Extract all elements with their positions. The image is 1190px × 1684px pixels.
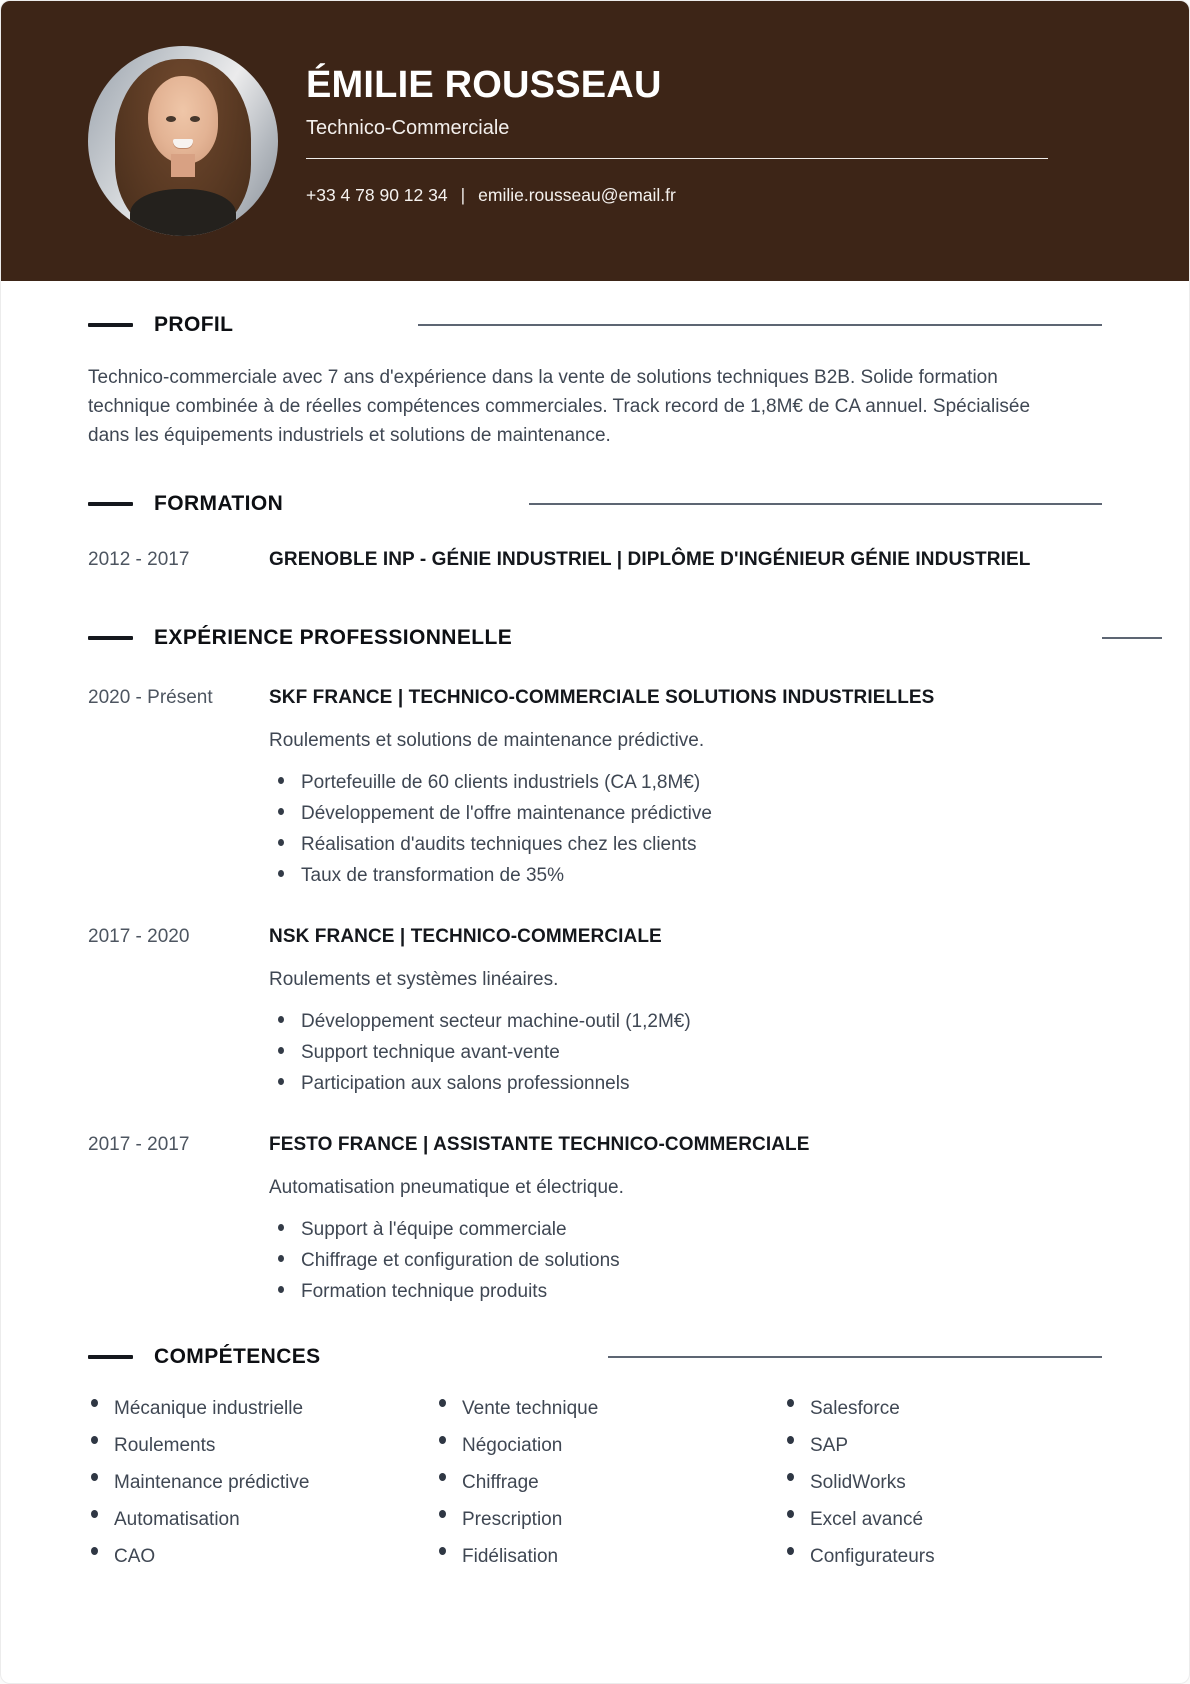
heading-dash xyxy=(88,323,133,327)
profile-photo xyxy=(88,46,278,236)
heading-dash xyxy=(88,636,133,640)
experience-title: EXPÉRIENCE PROFESSIONNELLE xyxy=(154,626,513,649)
skill-item: Prescription xyxy=(439,1508,787,1532)
job-main xyxy=(269,1133,1102,1305)
skill-item: Chiffrage xyxy=(439,1471,787,1495)
skill-item: Mécanique industrielle xyxy=(91,1397,439,1421)
job-bullet: Taux de transformation de 35% xyxy=(269,863,1102,889)
job-list xyxy=(88,686,1102,1305)
skill-item: Roulements xyxy=(91,1434,439,1458)
job-bullet: Participation aux salons professionnels xyxy=(269,1071,1102,1097)
contact-separator: | xyxy=(460,185,466,205)
job-bullet: Réalisation d'audits techniques chez les clients xyxy=(269,832,1102,858)
skill-item: Maintenance prédictive xyxy=(91,1471,439,1495)
skill-item: Automatisation xyxy=(91,1508,439,1532)
job-title: FESTO FRANCE | ASSISTANTE TECHNICO-COMMERCIALE xyxy=(269,1134,810,1155)
experience-heading xyxy=(88,626,1102,650)
skill-item: Vente technique xyxy=(439,1397,787,1421)
competences-heading xyxy=(88,1345,1102,1369)
photo-shirt xyxy=(130,189,236,237)
job-title: SKF FRANCE | TECHNICO-COMMERCIALE SOLUTIONS INDUSTRIELLES xyxy=(269,687,935,708)
job-bullet: Support à l'équipe commerciale xyxy=(269,1217,1102,1243)
job-bullet: Formation technique produits xyxy=(269,1279,1102,1305)
photo-neck xyxy=(171,154,196,177)
name-heading: ÉMILIE ROUSSEAU xyxy=(306,64,662,106)
job-title-subtitle: Technico-Commerciale xyxy=(306,117,510,139)
skill-item: Négociation xyxy=(439,1434,787,1458)
heading-rule xyxy=(1102,637,1162,639)
job-description: Roulements et solutions de maintenance prédictive. xyxy=(269,730,705,751)
email-address: emilie.rousseau@email.fr xyxy=(478,185,676,205)
skill-item: CAO xyxy=(91,1545,439,1569)
heading-rule xyxy=(608,1356,1102,1358)
job-entry xyxy=(88,1133,1102,1305)
section-experience xyxy=(88,626,1102,1305)
skill-item: Excel avancé xyxy=(787,1508,1108,1532)
section-formation xyxy=(88,492,1102,572)
job-bullet: Chiffrage et configuration de solutions xyxy=(269,1248,1102,1274)
job-bullet: Développement de l'offre maintenance prédictive xyxy=(269,801,1102,827)
formation-heading xyxy=(88,492,1102,516)
contact-info xyxy=(306,185,1048,206)
section-profil xyxy=(88,313,1102,450)
skill-item: Fidélisation xyxy=(439,1545,787,1569)
job-period: 2020 - Présent xyxy=(88,687,213,708)
job-period: 2017 - 2017 xyxy=(88,1134,190,1155)
profil-title: PROFIL xyxy=(154,313,234,336)
heading-dash xyxy=(88,502,133,506)
header-divider xyxy=(306,158,1048,159)
job-main xyxy=(269,925,1102,1097)
header xyxy=(1,1,1189,281)
section-competences xyxy=(88,1345,1102,1569)
job-entry xyxy=(88,686,1102,889)
photo-face xyxy=(148,76,218,163)
formation-entries xyxy=(88,548,1102,572)
phone-number: +33 4 78 90 12 34 xyxy=(306,185,448,205)
skills-grid xyxy=(91,1397,1102,1569)
profil-heading xyxy=(88,313,1102,337)
job-bullet-list xyxy=(269,1217,1102,1305)
formation-entry xyxy=(88,548,1102,572)
job-bullet: Support technique avant-vente xyxy=(269,1040,1102,1066)
heading-rule xyxy=(418,324,1102,326)
job-title: NSK FRANCE | TECHNICO-COMMERCIALE xyxy=(269,926,662,947)
job-main xyxy=(269,686,1102,889)
skill-item: Salesforce xyxy=(787,1397,1108,1421)
job-bullet-list xyxy=(269,1009,1102,1097)
job-bullet: Portefeuille de 60 clients industriels (CA 1,8M€) xyxy=(269,770,1102,796)
skill-item: SolidWorks xyxy=(787,1471,1108,1495)
cv-body xyxy=(1,313,1189,1569)
entry-title: GRENOBLE INP - GÉNIE INDUSTRIEL | DIPLÔME D'INGÉNIEUR GÉNIE INDUSTRIEL xyxy=(269,549,1031,570)
skill-item: Configurateurs xyxy=(787,1545,1108,1569)
skill-item: SAP xyxy=(787,1434,1108,1458)
heading-rule xyxy=(529,503,1102,505)
job-entry xyxy=(88,925,1102,1097)
entry-period: 2012 - 2017 xyxy=(88,549,190,570)
job-bullet-list xyxy=(269,770,1102,889)
job-description: Roulements et systèmes linéaires. xyxy=(269,969,559,990)
job-bullet: Développement secteur machine-outil (1,2M€) xyxy=(269,1009,1102,1035)
job-description: Automatisation pneumatique et électrique. xyxy=(269,1177,624,1198)
formation-title: FORMATION xyxy=(154,492,284,515)
heading-dash xyxy=(88,1355,133,1359)
photo-smile xyxy=(173,139,194,148)
header-text-block xyxy=(306,1,1048,281)
competences-title: COMPÉTENCES xyxy=(154,1345,321,1368)
profil-text: Technico-commerciale avec 7 ans d'expérience dans la vente de solutions techniques B2B. Solide formation technique combinée à de réelles compétences commerciales. Track record de 1,8M€ de CA annuel. Spécialisée dans les équipements industriels et solutions de maintenance. xyxy=(88,367,1031,446)
job-period: 2017 - 2020 xyxy=(88,926,190,947)
